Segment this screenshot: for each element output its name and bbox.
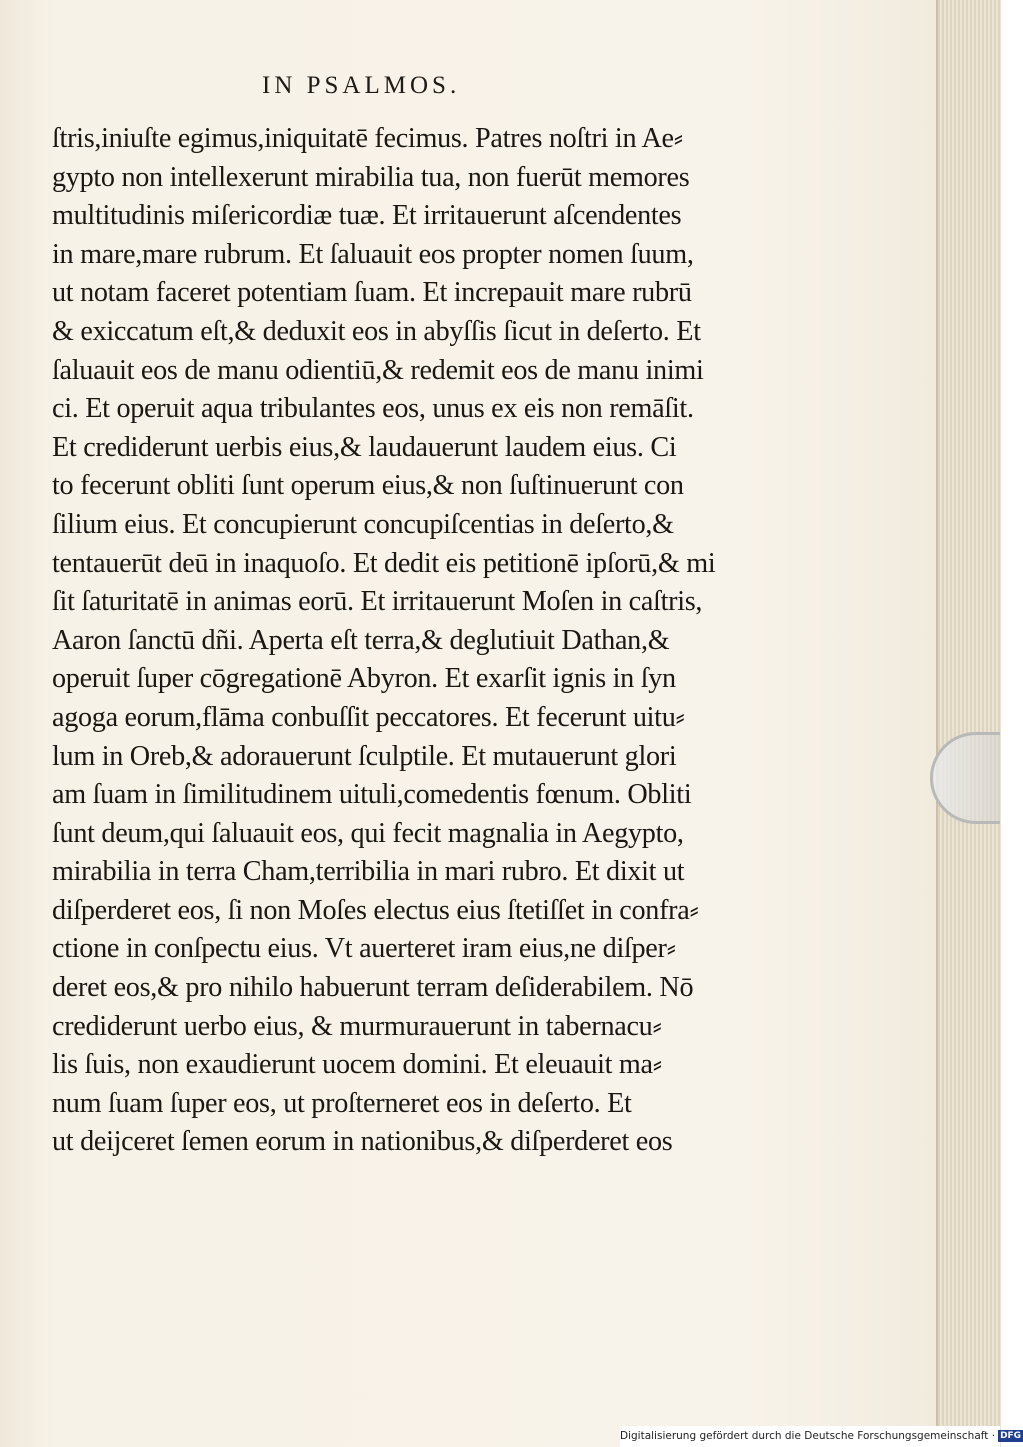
dfg-logo: DFG <box>1000 1431 1022 1441</box>
text-line: Et crediderunt uerbis eius,& laudauerunt laudem eius. Ci <box>52 431 677 463</box>
text-line: ſilium eius. Et concupierunt concupiſcentias in deſerto,& <box>52 508 674 540</box>
funding-footer <box>620 1426 1022 1447</box>
text-line: ci. Et operuit aqua tribulantes eos, unus ex eis non remāſit. <box>52 393 694 425</box>
running-head: IN PSALMOS. <box>262 72 461 99</box>
text-line: deret eos,& pro nihilo habuerunt terram deſiderabilem. Nō <box>52 972 694 1004</box>
book-page-edges <box>935 0 1001 1447</box>
text-line: ut notam faceret potentiam ſuam. Et increpauit mare rubrū <box>52 277 692 309</box>
text-line: lum in Oreb,& adorauerunt ſculptile. Et mutauerunt glori <box>52 740 677 772</box>
text-line: crediderunt uerbo eius, & murmurauerunt in tabernacu⸗ <box>52 1010 662 1042</box>
text-line: mirabilia in terra Cham,terribilia in mari rubro. Et dixit ut <box>52 856 685 888</box>
text-line: in mare,mare rubrum. Et ſaluauit eos propter nomen ſuum, <box>52 238 694 270</box>
text-line: operuit ſuper cōgregationē Abyron. Et exarſit ignis in ſyn <box>52 663 676 695</box>
text-line: ut deijceret ſemen eorum in nationibus,& diſperderet eos <box>52 1126 673 1158</box>
text-line: num ſuam ſuper eos, ut proſterneret eos in deſerto. Et <box>52 1087 632 1119</box>
text-line: tentauerūt deū in inaquoſo. Et dedit eis petitionē ipſorū,& mi <box>52 547 716 579</box>
text-line: diſperderet eos, ſi non Moſes electus eius ſtetiſſet in confra⸗ <box>52 894 699 926</box>
footer-text: Digitalisierung gefördert durch die Deutsche Forschungsgemeinschaft · <box>620 1430 996 1442</box>
text-line: ſunt deum,qui ſaluauit eos, qui fecit magnalia in Aegypto, <box>52 817 684 849</box>
text-line: lis ſuis, non exaudierunt uocem domini. Et eleuauit ma⸗ <box>52 1049 662 1081</box>
text-line: ſaluauit eos de manu odientiū,& redemit eos de manu inimi <box>52 354 704 386</box>
text-line: ſtris,iniuſte egimus,iniquitatē fecimus. Patres noſtri in Ae⸗ <box>52 123 683 154</box>
text-line: multitudinis miſericordiæ tuæ. Et irritauerunt aſcendentes <box>52 200 682 232</box>
body-text <box>52 120 772 1162</box>
text-line: & exiccatum eſt,& deduxit eos in abyſſis ſicut in deſerto. Et <box>52 315 701 347</box>
text-line: ſit ſaturitatē in animas eorū. Et irritauerunt Moſen in caſtris, <box>52 586 703 618</box>
text-line: agoga eorum,flāma conbuſſit peccatores. Et fecerunt uitu⸗ <box>52 701 685 733</box>
text-line: am ſuam in ſimilitudinem uituli,comedentis fœnum. Obliti <box>52 779 692 811</box>
text-line: ctione in conſpectu eius. Vt auerteret iram eius,ne diſper⸗ <box>52 933 676 965</box>
text-line: Aaron ſanctū dñi. Aperta eſt terra,& deglutiuit Dathan,& <box>52 624 670 656</box>
text-line: gypto non intellexerunt mirabilia tua, non fuerūt memores <box>52 161 690 193</box>
text-line: to fecerunt obliti ſunt operum eius,& non ſuſtinuerunt con <box>52 470 684 502</box>
